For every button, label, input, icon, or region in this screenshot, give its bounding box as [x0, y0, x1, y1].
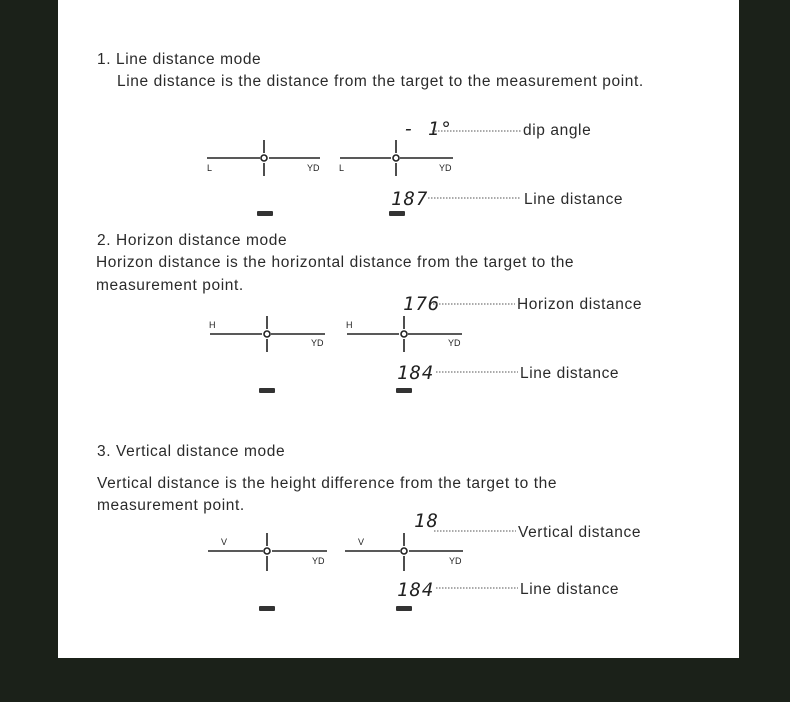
dip-angle-readout: - 1°	[403, 118, 453, 140]
line-distance-readout-2: 184	[397, 362, 435, 384]
section-3-description-line-2: measurement point.	[97, 497, 245, 514]
vertical-distance-readout: 18	[414, 510, 439, 532]
unit-right-3: YD	[449, 556, 462, 566]
section-1-heading: 1. Line distance mode	[97, 51, 262, 68]
section-3-description-line-1: Vertical distance is the height difference from the target to the	[97, 475, 558, 492]
unit-left-2: YD	[311, 338, 324, 348]
unit-left-1: YD	[307, 163, 320, 173]
mode-letter-right-3: V	[358, 537, 365, 547]
section-2-description-line-1: Horizon distance is the horizontal distance from the target to the	[96, 254, 575, 271]
horizon-distance-label: Horizon distance	[517, 296, 643, 313]
unit-right-2: YD	[448, 338, 461, 348]
mode-letter-left-1: L	[207, 163, 213, 173]
mode-letter-left-3: V	[221, 537, 228, 547]
line-distance-label-3: Line distance	[520, 581, 620, 598]
mode-letter-right-2: H	[346, 320, 353, 330]
unit-left-3: YD	[312, 556, 325, 566]
section-2-description-line-2: measurement point.	[96, 277, 244, 294]
mode-letter-right-1: L	[339, 163, 345, 173]
section-1-description: Line distance is the distance from the target to the measurement point.	[117, 73, 644, 90]
line-distance-label-1: Line distance	[524, 191, 624, 208]
manual-page	[58, 0, 739, 658]
line-distance-readout-3: 184	[397, 579, 435, 601]
dip-angle-label: dip angle	[523, 122, 592, 139]
line-distance-readout-1: 187	[391, 188, 429, 210]
section-2-heading: 2. Horizon distance mode	[97, 232, 288, 249]
vertical-distance-label: Vertical distance	[518, 524, 642, 541]
section-3-heading: 3. Vertical distance mode	[97, 443, 286, 460]
unit-right-1: YD	[439, 163, 452, 173]
line-distance-label-2: Line distance	[520, 365, 620, 382]
mode-letter-left-2: H	[209, 320, 216, 330]
horizon-distance-readout: 176	[403, 293, 441, 315]
